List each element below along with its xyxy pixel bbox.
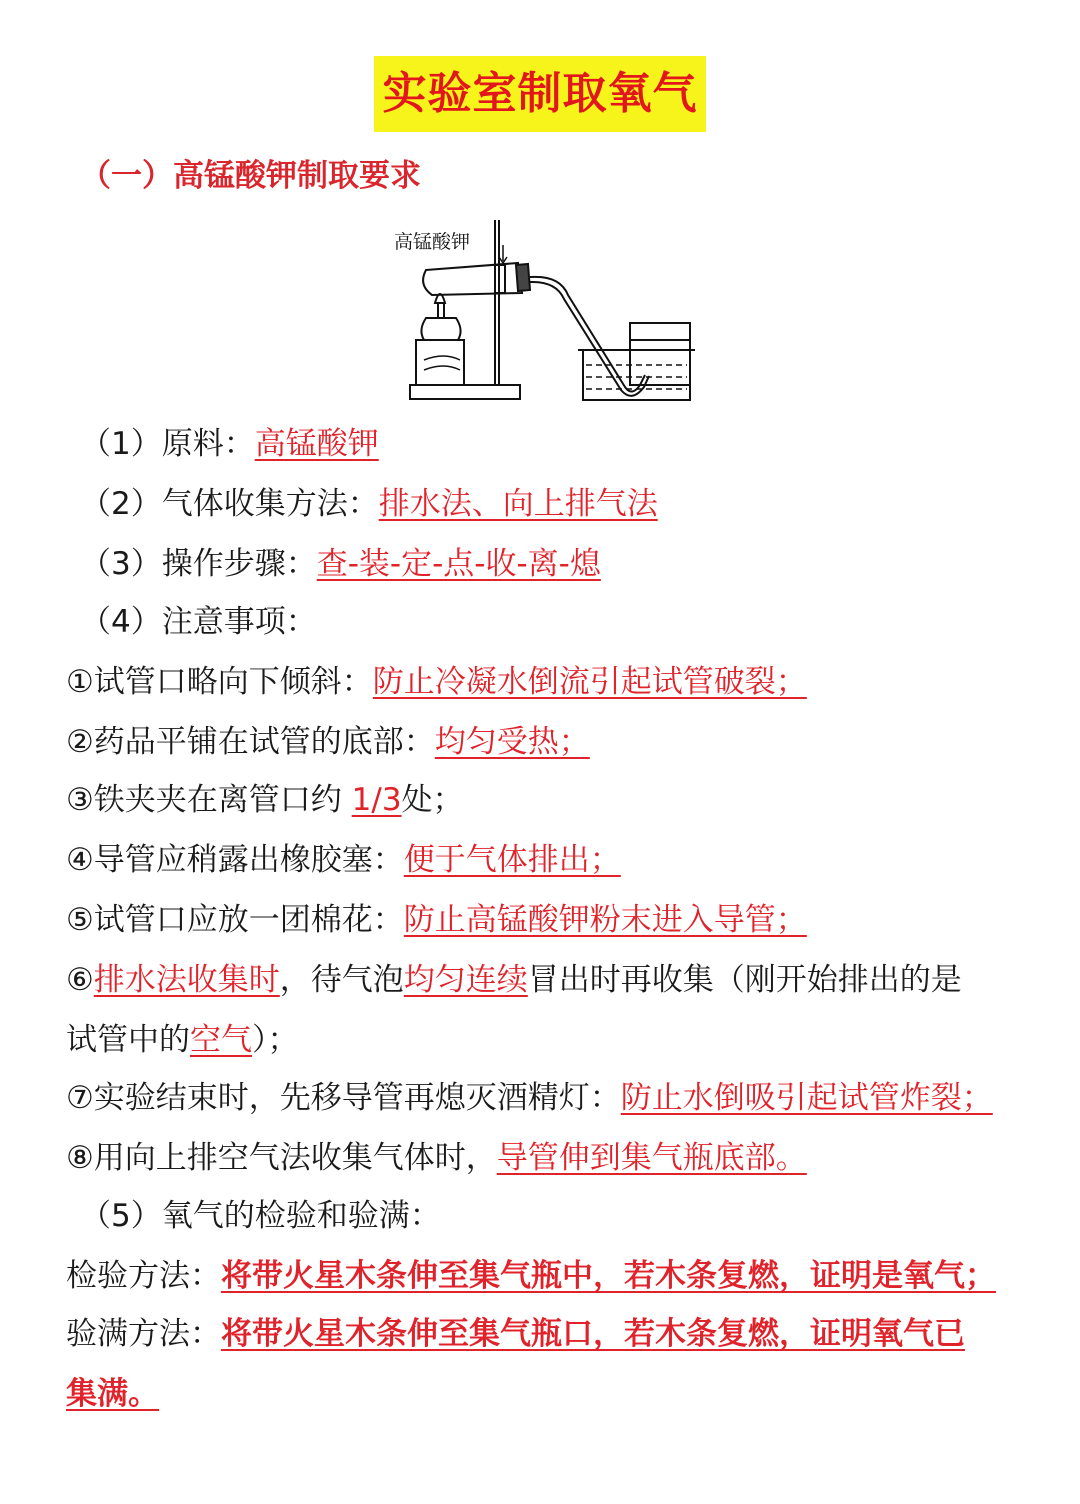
- test-method: 检验方法：将带火星木条伸至集气瓶中，若木条复燃，证明是氧气；: [66, 1258, 996, 1294]
- note-3-answer: 1/3: [351, 782, 402, 818]
- full-method-continued: [66, 1370, 159, 1418]
- note-3: ③铁夹夹在离管口约 1/3处；: [66, 782, 464, 818]
- note-2: ②药品平铺在试管的底部：均匀受热；: [66, 724, 590, 760]
- note-4: ④导管应稍露出橡胶塞：便于气体排出；: [66, 842, 621, 878]
- stand-base: [410, 385, 520, 399]
- apparatus-illustration: [400, 215, 700, 410]
- full-method: 验满方法：将带火星木条伸至集气瓶口，若木条复燃，证明氧气已: [66, 1316, 965, 1352]
- lamp-block: [416, 340, 464, 385]
- full-method-answer: 将带火星木条伸至集气瓶口，若木条复燃，证明氧气已: [221, 1316, 965, 1352]
- note-1-answer: 防止冷凝水倒流引起试管破裂；: [372, 664, 807, 700]
- notes-heading: （4）注意事项：: [80, 604, 317, 640]
- note-7: ⑦实验结束时，先移导管再熄灭酒精灯：防止水倒吸引起试管炸裂；: [66, 1080, 993, 1116]
- note-2-answer: 均匀受热；: [434, 724, 590, 760]
- oxygen-test-heading: （5）氧气的检验和验满：: [80, 1198, 441, 1234]
- materials-line: （1）原料：高锰酸钾: [80, 426, 379, 462]
- collection-answer: 排水法、向上排气法: [378, 486, 658, 522]
- steps-answer: 查-装-定-点-收-离-熄: [316, 546, 601, 582]
- stopper: [516, 264, 530, 291]
- steps-line: （3）操作步骤：查-装-定-点-收-离-熄: [80, 546, 601, 582]
- note-8: ⑧用向上排空气法收集气体时，导管伸到集气瓶底部。: [66, 1140, 807, 1176]
- note-5-answer: 防止高锰酸钾粉末进入导管；: [403, 902, 807, 938]
- note-6-continued: 试管中的空气）；: [66, 1022, 299, 1058]
- alcohol-lamp: [421, 318, 460, 340]
- test-tube: [423, 263, 522, 295]
- note-6-answer-3: 空气: [190, 1022, 252, 1058]
- test-method-answer: 将带火星木条伸至集气瓶中，若木条复燃，证明是氧气；: [221, 1258, 996, 1294]
- note-7-answer: 防止水倒吸引起试管炸裂；: [620, 1080, 993, 1116]
- note-6-answer-1: 排水法收集时: [93, 962, 280, 998]
- note-6-answer-2: 均匀连续: [403, 962, 528, 998]
- collection-line: （2）气体收集方法：排水法、向上排气法: [80, 486, 658, 522]
- full-method-answer-2: 集满。: [66, 1376, 159, 1412]
- gas-bottle: [630, 323, 690, 385]
- figure-label: 高锰酸钾: [394, 231, 471, 253]
- note-8-answer: 导管伸到集气瓶底部。: [496, 1140, 807, 1176]
- delivery-tube: [530, 277, 645, 392]
- water-trough: [583, 350, 690, 400]
- note-6: ⑥排水法收集时，待气泡均匀连续冒出时再收集（刚开始排出的是: [66, 962, 962, 998]
- note-4-answer: 便于气体排出；: [403, 842, 621, 878]
- note-5: ⑤试管口应放一团棉花：防止高锰酸钾粉末进入导管；: [66, 902, 807, 938]
- section-heading: （一）高锰酸钾制取要求: [80, 158, 421, 194]
- materials-answer: 高锰酸钾: [254, 426, 379, 462]
- page-title: 实验室制取氧气: [374, 56, 706, 132]
- note-1: ①试管口略向下倾斜：防止冷凝水倒流引起试管破裂；: [66, 664, 807, 700]
